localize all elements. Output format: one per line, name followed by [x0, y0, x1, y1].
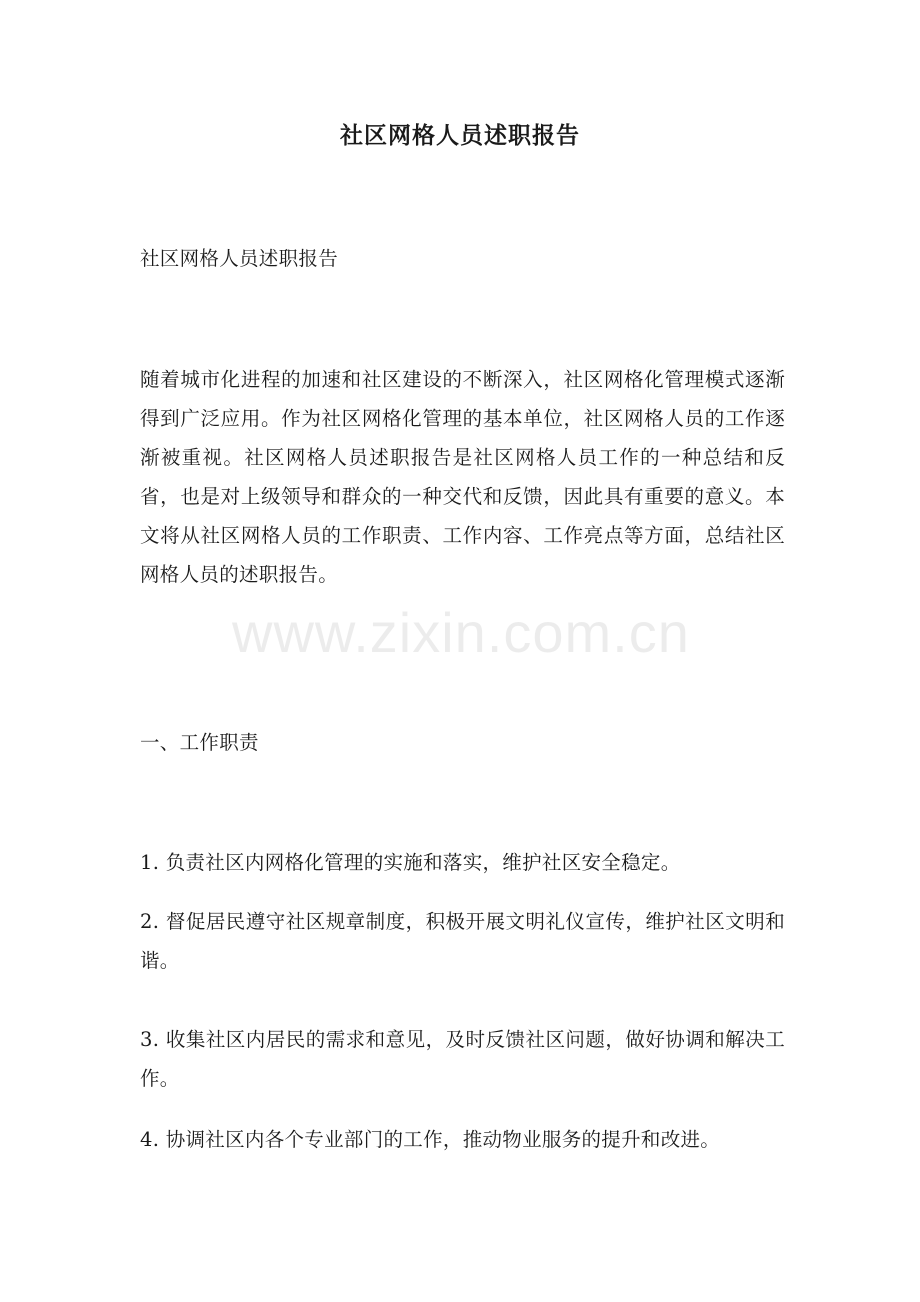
list-item: 2. 督促居民遵守社区规章制度，积极开展文明礼仪宣传，维护社区文明和谐。: [140, 910, 785, 972]
list-item: 3. 收集社区内居民的需求和意见，及时反馈社区问题，做好协调和解决工作。: [140, 1028, 785, 1090]
watermark: www.zixin.com.cn: [232, 601, 690, 664]
list-item: 1. 负责社区内网格化管理的实施和落实，维护社区安全稳定。: [140, 851, 681, 874]
document-subtitle: 社区网格人员述职报告: [140, 247, 339, 270]
list-item: 4. 协调社区内各个专业部门的工作，推动物业服务的提升和改进。: [140, 1128, 721, 1151]
section-heading: 一、工作职责: [140, 731, 259, 754]
document-title: 社区网格人员述职报告: [340, 122, 580, 149]
intro-paragraph: 随着城市化进程的加速和社区建设的不断深入，社区网格化管理模式逐渐得到广泛应用。作为社区网格化管理的基本单位，社区网格人员的工作逐渐被重视。社区网格人员述职报告是社区网格人员工作的一种总结和反省，也是对上级领导和群众的一种交代和反馈，因此具有重要的意义。本文将从社区网格人员的工作职责、工作内容、工作亮点等方面，总结社区网格人员的述职报告。: [140, 368, 785, 586]
